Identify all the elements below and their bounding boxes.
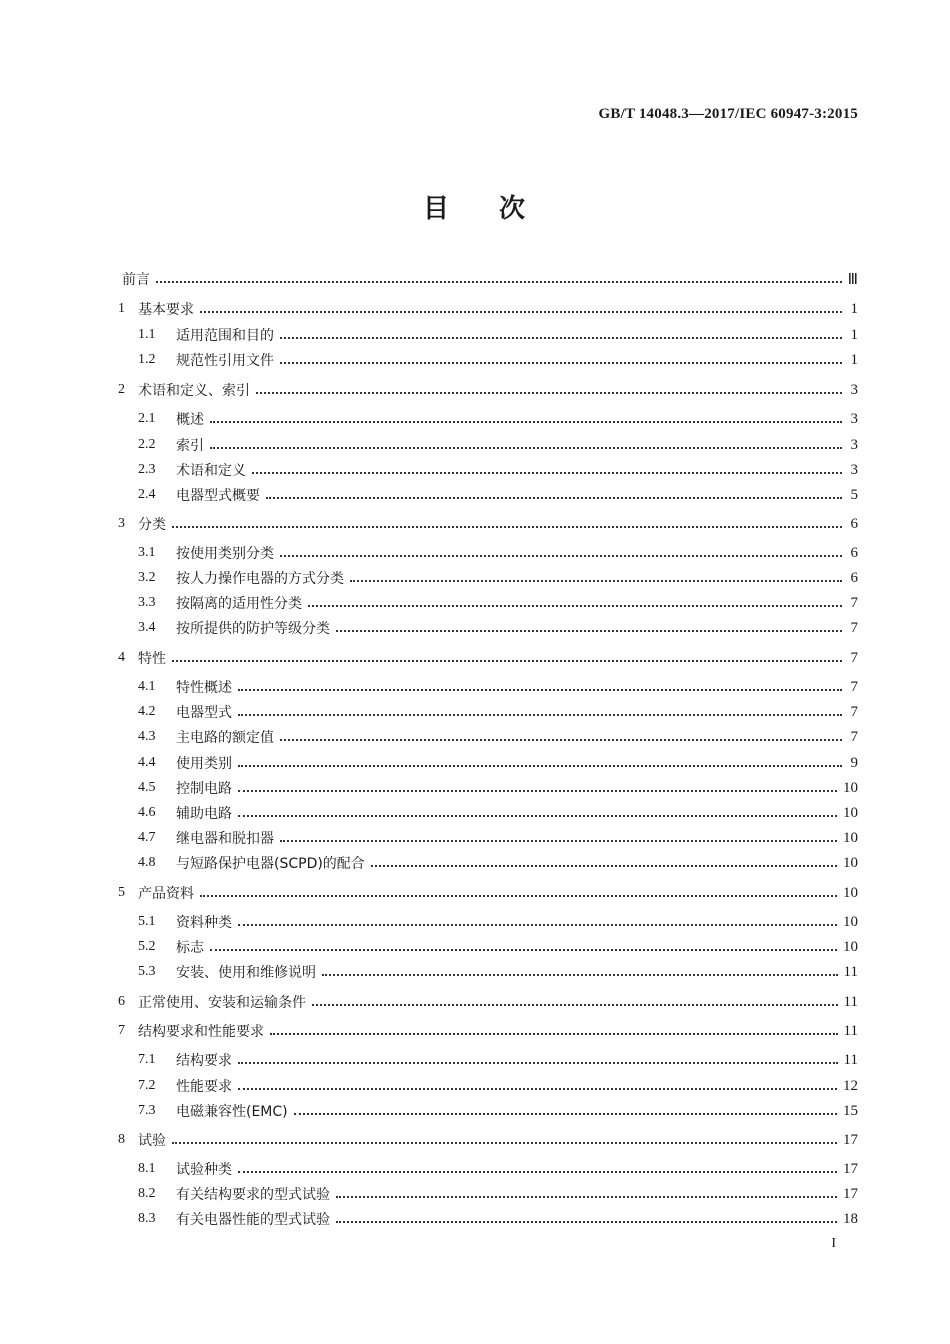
toc-dot-leader — [238, 689, 842, 691]
toc-entry-number: 8.3 — [138, 1211, 156, 1226]
toc-entry-number: 1.2 — [138, 352, 156, 367]
toc-entry-page: 10 — [843, 779, 858, 796]
toc-entry-page: 11 — [843, 993, 858, 1010]
toc-entry-number: 4.7 — [138, 830, 156, 845]
toc-dot-leader — [238, 714, 842, 716]
toc-entry-page: 10 — [843, 854, 858, 871]
toc-dot-leader — [322, 974, 838, 976]
toc-entry-page: 10 — [843, 938, 858, 955]
toc-entry-number: 8.2 — [138, 1186, 156, 1201]
toc-entry-number: 4.4 — [138, 755, 156, 770]
toc-entry-title: 特性 — [138, 651, 166, 667]
toc-entry-number: 4 — [118, 650, 125, 665]
toc-entry[interactable] — [138, 936, 858, 958]
toc-entry[interactable] — [138, 484, 858, 506]
toc-entry-number: 8.1 — [138, 1161, 156, 1176]
toc-entry-title: 按隔离的适用性分类 — [176, 596, 302, 612]
toc-entry[interactable] — [118, 513, 858, 535]
toc-entry-number: 1 — [118, 301, 125, 316]
toc-entry-title: 特性概述 — [176, 680, 232, 696]
toc-entry-title: 索引 — [176, 438, 204, 454]
toc-dot-leader — [280, 362, 842, 364]
toc-entry-title: 基本要求 — [138, 302, 194, 318]
toc-entry[interactable] — [138, 911, 858, 933]
toc-dot-leader — [280, 337, 842, 339]
toc-entry-number: 4.1 — [138, 679, 156, 694]
toc-entry-title: 性能要求 — [176, 1079, 232, 1095]
toc-entry[interactable] — [138, 676, 858, 698]
toc-entry-title: 与短路保护电器(SCPD)的配合 — [176, 856, 365, 872]
toc-dot-leader — [238, 924, 837, 926]
footer-page-number: I — [831, 1236, 836, 1251]
toc-entry[interactable] — [138, 1075, 858, 1097]
toc-entry[interactable] — [138, 852, 858, 874]
toc-dot-leader — [238, 1171, 837, 1173]
toc-entry-page: 3 — [850, 381, 858, 398]
toc-entry-title: 继电器和脱扣器 — [176, 831, 274, 847]
toc-entry[interactable] — [138, 592, 858, 614]
toc-entry-page: 17 — [843, 1160, 858, 1177]
toc-dot-leader — [280, 840, 837, 842]
toc-entry-page: 7 — [850, 728, 858, 745]
toc-entry[interactable] — [138, 617, 858, 639]
toc-entry[interactable] — [118, 1020, 858, 1042]
toc-dot-leader — [336, 1196, 837, 1198]
toc-entry[interactable] — [138, 777, 858, 799]
toc-entry-title: 结构要求和性能要求 — [138, 1024, 264, 1040]
toc-dot-leader — [294, 1113, 837, 1115]
toc-entry-title: 电器型式 — [176, 705, 232, 721]
toc-dot-leader — [200, 311, 842, 313]
toc-entry[interactable] — [138, 1158, 858, 1180]
toc-entry[interactable] — [138, 1208, 858, 1230]
toc-entry[interactable] — [118, 298, 858, 320]
toc-entry-title: 有关结构要求的型式试验 — [176, 1187, 330, 1203]
toc-entry-title: 控制电路 — [176, 781, 232, 797]
toc-entry-page: 10 — [843, 804, 858, 821]
toc-entry-page: 11 — [843, 1022, 858, 1039]
toc-entry-number: 2.2 — [138, 437, 156, 452]
toc-entry-title: 前言 — [122, 272, 150, 288]
toc-entry-number: 5 — [118, 885, 125, 900]
toc-dot-leader — [336, 630, 842, 632]
toc-dot-leader — [172, 1142, 837, 1144]
toc-entry[interactable] — [138, 324, 858, 346]
toc-dot-leader — [312, 1004, 838, 1006]
page-title-part-1: 目 — [422, 194, 451, 224]
toc-entry-number: 5.2 — [138, 939, 156, 954]
toc-dot-leader — [210, 447, 842, 449]
toc-entry-title: 产品资料 — [138, 886, 194, 902]
toc-entry-title: 按使用类别分类 — [176, 546, 274, 562]
toc-entry[interactable] — [138, 567, 858, 589]
toc-entry[interactable] — [118, 1129, 858, 1151]
toc-entry-number: 4.8 — [138, 855, 156, 870]
toc-dot-leader — [200, 895, 837, 897]
toc-entry[interactable] — [138, 408, 858, 430]
toc-entry-number: 3 — [118, 516, 125, 531]
toc-entry-title: 结构要求 — [176, 1053, 232, 1069]
toc-dot-leader — [238, 1062, 838, 1064]
toc-entry-number: 3.1 — [138, 545, 156, 560]
toc-entry-page: 3 — [850, 436, 858, 453]
toc-dot-leader — [238, 815, 837, 817]
toc-entry-title: 分类 — [138, 517, 166, 533]
toc-entry[interactable] — [138, 961, 858, 983]
toc-dot-leader — [172, 660, 842, 662]
toc-entry-page: 6 — [850, 569, 858, 586]
toc-entry-number: 2.4 — [138, 487, 156, 502]
toc-dot-leader — [280, 555, 842, 557]
toc-entry-page: 6 — [850, 515, 858, 532]
toc-entry-page: 17 — [843, 1185, 858, 1202]
toc-entry-title: 术语和定义、索引 — [138, 383, 250, 399]
toc-entry-number: 7.2 — [138, 1078, 156, 1093]
toc-entry[interactable] — [122, 268, 858, 290]
toc-dot-leader — [266, 497, 842, 499]
toc-dot-leader — [371, 865, 837, 867]
toc-entry-title: 标志 — [176, 940, 204, 956]
toc-entry-page: 10 — [843, 884, 858, 901]
toc-entry-page: 11 — [843, 963, 858, 980]
toc-entry[interactable] — [138, 802, 858, 824]
toc-entry-page: Ⅲ — [847, 271, 858, 288]
toc-entry[interactable] — [138, 434, 858, 456]
toc-entry-page: 3 — [850, 410, 858, 427]
toc-entry-title: 电器型式概要 — [176, 488, 260, 504]
doc-id-header: GB/T 14048.3—2017/IEC 60947-3:2015 — [598, 106, 858, 122]
toc-entry-number: 5.1 — [138, 914, 156, 929]
toc-dot-leader — [238, 765, 842, 767]
toc-entry[interactable] — [138, 726, 858, 748]
toc-dot-leader — [156, 281, 842, 283]
toc-entry-number: 2.3 — [138, 462, 156, 477]
toc-entry-title: 试验种类 — [176, 1162, 232, 1178]
toc-entry-title: 电磁兼容性(EMC) — [176, 1104, 288, 1120]
toc-entry-number: 7.3 — [138, 1103, 156, 1118]
toc-entry-title: 主电路的额定值 — [176, 730, 274, 746]
toc-entry-page: 7 — [850, 703, 858, 720]
toc-entry-page: 7 — [850, 649, 858, 666]
toc-entry[interactable] — [118, 882, 858, 904]
toc-entry-page: 17 — [843, 1131, 858, 1148]
toc-entry-page: 7 — [850, 619, 858, 636]
toc-entry-number: 3.4 — [138, 620, 156, 635]
toc-entry-page: 1 — [850, 300, 858, 317]
toc-entry-number: 4.3 — [138, 729, 156, 744]
toc-dot-leader — [280, 739, 842, 741]
toc-entry-page: 9 — [850, 754, 858, 771]
toc-entry[interactable] — [118, 379, 858, 401]
toc-entry-number: 8 — [118, 1132, 125, 1147]
toc-entry-number: 2.1 — [138, 411, 156, 426]
toc-entry-title: 规范性引用文件 — [176, 353, 274, 369]
toc-entry-number: 3.2 — [138, 570, 156, 585]
toc-entry-number: 7 — [118, 1023, 125, 1038]
toc-entry-title: 适用范围和目的 — [176, 328, 274, 344]
toc-entry-number: 2 — [118, 382, 125, 397]
toc-dot-leader — [210, 421, 842, 423]
toc-entry-title: 有关电器性能的型式试验 — [176, 1212, 330, 1228]
toc-entry-page: 7 — [850, 594, 858, 611]
toc-entry-title: 正常使用、安装和运输条件 — [138, 995, 306, 1011]
toc-entry-number: 3.3 — [138, 595, 156, 610]
toc-entry-title: 术语和定义 — [176, 463, 246, 479]
toc-entry[interactable] — [138, 542, 858, 564]
toc-entry-page: 18 — [843, 1210, 858, 1227]
toc-entry-page: 12 — [843, 1077, 858, 1094]
toc-dot-leader — [336, 1221, 837, 1223]
toc-entry[interactable] — [138, 349, 858, 371]
toc-entry-number: 7.1 — [138, 1052, 156, 1067]
toc-dot-leader — [238, 1088, 837, 1090]
toc-entry[interactable] — [138, 827, 858, 849]
toc-entry[interactable] — [138, 459, 858, 481]
toc-entry[interactable] — [138, 1100, 858, 1122]
toc-entry[interactable] — [118, 647, 858, 669]
toc-dot-leader — [210, 949, 837, 951]
toc-dot-leader — [350, 580, 842, 582]
page-title-part-2: 次 — [499, 194, 528, 224]
toc-dot-leader — [172, 526, 842, 528]
toc-entry[interactable] — [138, 1049, 858, 1071]
toc-entry[interactable] — [118, 991, 858, 1013]
toc-entry-number: 4.2 — [138, 704, 156, 719]
toc-entry-title: 资料种类 — [176, 915, 232, 931]
toc-dot-leader — [270, 1033, 838, 1035]
toc-entry-number: 6 — [118, 994, 125, 1009]
toc-dot-leader — [238, 790, 837, 792]
toc-dot-leader — [308, 605, 842, 607]
toc-entry-title: 试验 — [138, 1133, 166, 1149]
toc-entry-title: 概述 — [176, 412, 204, 428]
toc-entry-page: 5 — [850, 486, 858, 503]
toc-entry-title: 按人力操作电器的方式分类 — [176, 571, 344, 587]
toc-entry-page: 7 — [850, 678, 858, 695]
toc-entry-number: 4.5 — [138, 780, 156, 795]
toc-entry-title: 按所提供的防护等级分类 — [176, 621, 330, 637]
toc-entry-title: 使用类别 — [176, 756, 232, 772]
toc-entry-page: 10 — [843, 913, 858, 930]
toc-entry-title: 辅助电路 — [176, 806, 232, 822]
toc-entry-title: 安装、使用和维修说明 — [176, 965, 316, 981]
toc-entry[interactable] — [138, 1183, 858, 1205]
toc-entry-page: 3 — [850, 461, 858, 478]
toc-entry-page: 11 — [843, 1051, 858, 1068]
toc-entry-page: 10 — [843, 829, 858, 846]
toc-entry[interactable] — [138, 752, 858, 774]
toc-entry[interactable] — [138, 701, 858, 723]
toc-dot-leader — [256, 392, 842, 394]
toc-entry-page: 1 — [850, 326, 858, 343]
toc-dot-leader — [252, 472, 842, 474]
toc-entry-number: 4.6 — [138, 805, 156, 820]
toc-entry-number: 1.1 — [138, 327, 156, 342]
toc-entry-page: 15 — [843, 1102, 858, 1119]
toc-entry-page: 6 — [850, 544, 858, 561]
toc-entry-page: 1 — [850, 351, 858, 368]
toc-entry-number: 5.3 — [138, 964, 156, 979]
